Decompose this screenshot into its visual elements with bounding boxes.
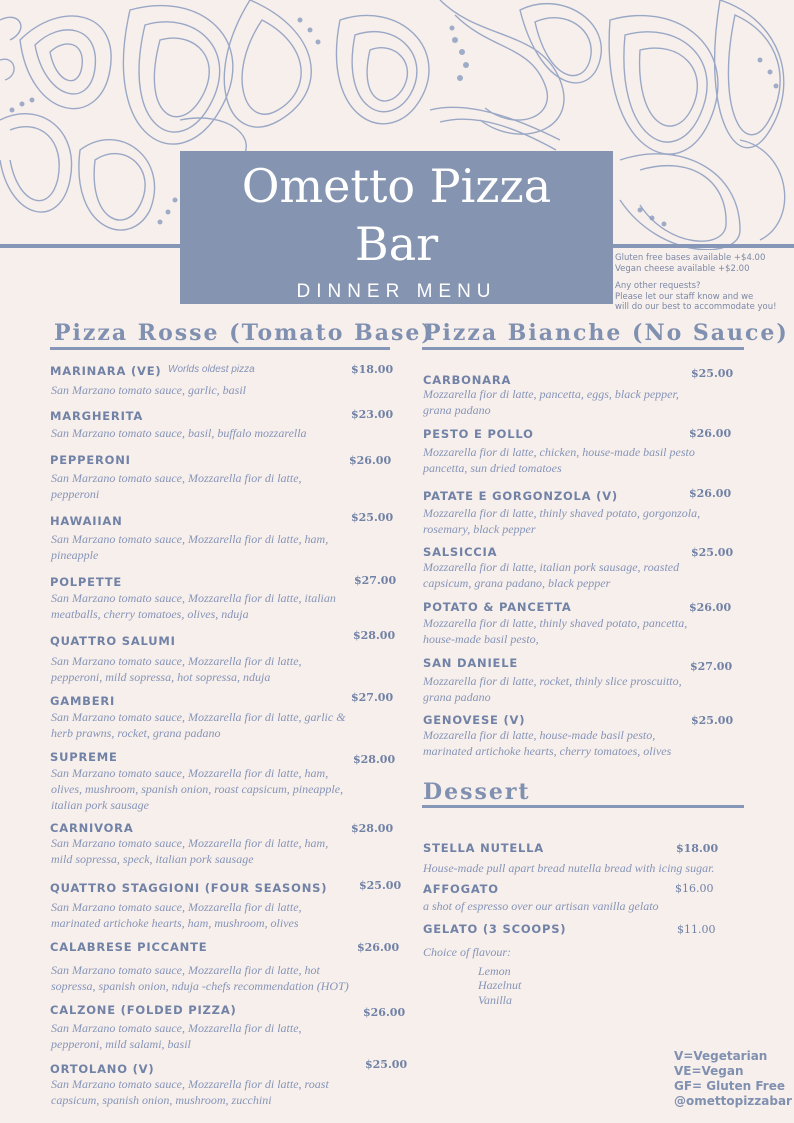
dietary-legend — [674, 1049, 792, 1109]
rosse-section-title: Pizza Rosse (Tomato Base) — [54, 320, 434, 346]
item-price: $26.00 — [363, 1006, 406, 1019]
item-description: Mozzarella fior di latte, italian pork sausage, roasted — [423, 560, 680, 574]
item-price: $27.00 — [354, 574, 397, 587]
item-price: $16.00 — [675, 882, 714, 895]
item-name: MARINARA (VE) — [50, 364, 162, 378]
gluten-free-note: Gluten free bases available +$4.00 — [615, 253, 766, 263]
item-name: CARBONARA — [423, 373, 512, 387]
item-price: $25.00 — [691, 714, 734, 727]
title-block — [180, 151, 613, 304]
item-description: sopressa, spanish onion, nduja -chefs recommendation (HOT) — [51, 979, 349, 993]
item-name: ORTOLANO (V) — [50, 1062, 155, 1076]
item-tag: Worlds oldest pizza — [168, 364, 255, 375]
requests-note-2: Please let our staff know and we — [615, 292, 754, 302]
item-description: marinated artichoke hearts, ham, mushroom, olives — [51, 916, 299, 930]
flavour-item: Lemon — [478, 964, 511, 978]
item-description: San Marzano tomato sauce, Mozzarella fior di latte, — [51, 471, 302, 485]
item-price: $27.00 — [351, 691, 394, 704]
item-description: Mozzarella fior di latte, thinly shaved potato, pancetta, — [423, 616, 688, 630]
item-price: $23.00 — [351, 408, 394, 421]
item-description: meatballs, cherry tomatoes, olives, nduja — [51, 607, 249, 621]
item-name: CALZONE (FOLDED PIZZA) — [50, 1003, 237, 1017]
item-description: San Marzano tomato sauce, Mozzarella fior di latte, garlic & — [51, 710, 346, 724]
item-name: STELLA NUTELLA — [423, 841, 544, 855]
item-price: $11.00 — [677, 923, 716, 936]
item-price: $25.00 — [691, 367, 734, 380]
item-description: rosemary, black pepper — [423, 522, 536, 536]
item-price: $18.00 — [676, 842, 719, 855]
item-price: $27.00 — [690, 660, 733, 673]
bianche-section-title: Pizza Bianche (No Sauce) — [424, 320, 789, 346]
item-price: $25.00 — [691, 546, 734, 559]
item-name: CALABRESE PICCANTE — [50, 940, 208, 954]
item-description: grana padano — [423, 690, 491, 704]
item-name: SALSICCIA — [423, 545, 498, 559]
vegan-cheese-note: Vegan cheese available +$2.00 — [615, 264, 750, 274]
item-name: CARNIVORA — [50, 821, 134, 835]
item-name: GAMBERI — [50, 694, 116, 708]
legend-vegetarian: V=Vegetarian — [674, 1049, 768, 1063]
item-price: $25.00 — [359, 879, 402, 892]
item-description: San Marzano tomato sauce, basil, buffalo mozzarella — [51, 426, 307, 440]
legend-vegan: VE=Vegan — [674, 1064, 744, 1078]
item-description: olives, mushroom, spanish onion, roast capsicum, pineapple, — [51, 782, 344, 796]
item-price: $28.00 — [353, 629, 396, 642]
item-name: QUATTRO SALUMI — [50, 634, 176, 648]
item-price: $25.00 — [365, 1058, 408, 1071]
item-name: HAWAIIAN — [50, 514, 123, 528]
flavour-item: Hazelnut — [478, 978, 522, 992]
item-description: San Marzano tomato sauce, Mozzarella fior di latte, roast — [51, 1077, 329, 1091]
item-price: $26.00 — [349, 454, 392, 467]
item-name: PATATE E GORGONZOLA (V) — [423, 489, 618, 503]
item-name: POLPETTE — [50, 575, 123, 589]
item-name: SAN DANIELE — [423, 656, 518, 670]
item-description: San Marzano tomato sauce, Mozzarella fior di latte, hot — [51, 963, 320, 977]
item-description: Choice of flavour: — [423, 945, 511, 959]
item-price: $26.00 — [689, 487, 732, 500]
item-description: pepperoni, mild sopressa, hot sopressa, nduja — [51, 670, 271, 684]
item-name: PESTO E POLLO — [423, 427, 534, 441]
item-description: House-made pull apart bread nutella bread with icing sugar. — [423, 861, 715, 875]
item-description: San Marzano tomato sauce, Mozzarella fior di latte, ham, — [51, 532, 329, 546]
item-description: house-made basil pesto, — [423, 632, 539, 646]
item-description: San Marzano tomato sauce, Mozzarella fior di latte, — [51, 654, 302, 668]
item-description: San Marzano tomato sauce, Mozzarella fior di latte, — [51, 1021, 302, 1035]
item-description: pancetta, sun dried tomatoes — [423, 461, 562, 475]
item-price: $26.00 — [689, 427, 732, 440]
item-name: PEPPERONI — [50, 453, 131, 467]
item-description: Mozzarella fior di latte, rocket, thinly slice proscuitto, — [423, 674, 682, 688]
item-description: pepperoni — [51, 487, 100, 501]
item-description: Mozzarella fior di latte, house-made basil pesto, — [423, 728, 656, 742]
rosse-section-rule — [50, 347, 390, 350]
item-description: capsicum, grana padano, black pepper — [423, 576, 611, 590]
item-description: italian pork sausage — [51, 798, 149, 812]
item-name: QUATTRO STAGGIONI (FOUR SEASONS) — [50, 881, 328, 895]
restaurant-name — [180, 157, 613, 273]
requests-note-3: will do our best to accommodate you! — [615, 302, 777, 312]
item-description: capsicum, spanish onion, mushroom, zucchini — [51, 1093, 272, 1107]
item-description: San Marzano tomato sauce, Mozzarella fior di latte, ham, — [51, 836, 329, 850]
item-description: San Marzano tomato sauce, Mozzarella fior di latte, italian — [51, 591, 336, 605]
item-description: pepperoni, mild salami, basil — [51, 1037, 191, 1051]
title-line-2: Bar — [354, 217, 439, 271]
item-name: MARGHERITA — [50, 409, 144, 423]
item-description: Mozzarella fior di latte, chicken, house-made basil pesto — [423, 445, 695, 459]
item-description: grana padano — [423, 403, 491, 417]
legend-gluten-free: GF= Gluten Free — [674, 1079, 786, 1093]
item-price: $25.00 — [351, 511, 394, 524]
social-handle: @omettopizzabar — [674, 1094, 792, 1108]
item-description: a shot of espresso over our artisan vanilla gelato — [423, 899, 659, 913]
item-name: POTATO & PANCETTA — [423, 600, 572, 614]
item-price: $26.00 — [357, 941, 400, 954]
item-description: San Marzano tomato sauce, Mozzarella fior di latte, ham, — [51, 766, 329, 780]
item-name: AFFOGATO — [423, 882, 499, 896]
dessert-section-title: Dessert — [423, 779, 531, 805]
item-description: San Marzano tomato sauce, Mozzarella fior di latte, — [51, 900, 302, 914]
item-price: $28.00 — [353, 753, 396, 766]
item-name: GENOVESE (V) — [423, 713, 526, 727]
requests-note-1: Any other requests? — [615, 281, 701, 291]
item-name: GELATO (3 SCOOPS) — [423, 922, 567, 936]
menu-subtitle: DINNER MENU — [296, 281, 497, 302]
item-price: $18.00 — [351, 363, 394, 376]
dessert-section-rule — [422, 805, 744, 808]
title-line-1: Ometto Pizza — [241, 159, 552, 213]
item-price: $26.00 — [689, 601, 732, 614]
item-description: San Marzano tomato sauce, garlic, basil — [51, 383, 246, 397]
item-description: pineapple — [51, 548, 99, 562]
item-price: $28.00 — [351, 822, 394, 835]
item-description: Mozzarella fior di latte, pancetta, eggs, black pepper, — [423, 387, 679, 401]
item-description: Mozzarella fior di latte, thinly shaved potato, gorgonzola, — [423, 506, 701, 520]
flavour-item: Vanilla — [478, 993, 513, 1007]
item-description: herb prawns, rocket, grana padano — [51, 726, 221, 740]
item-name: SUPREME — [50, 750, 118, 764]
bianche-section-rule — [422, 347, 744, 350]
item-description: marinated artichoke hearts, cherry tomatoes, olives — [423, 744, 672, 758]
item-description: mild sopressa, speck, italian pork sausage — [51, 852, 254, 866]
